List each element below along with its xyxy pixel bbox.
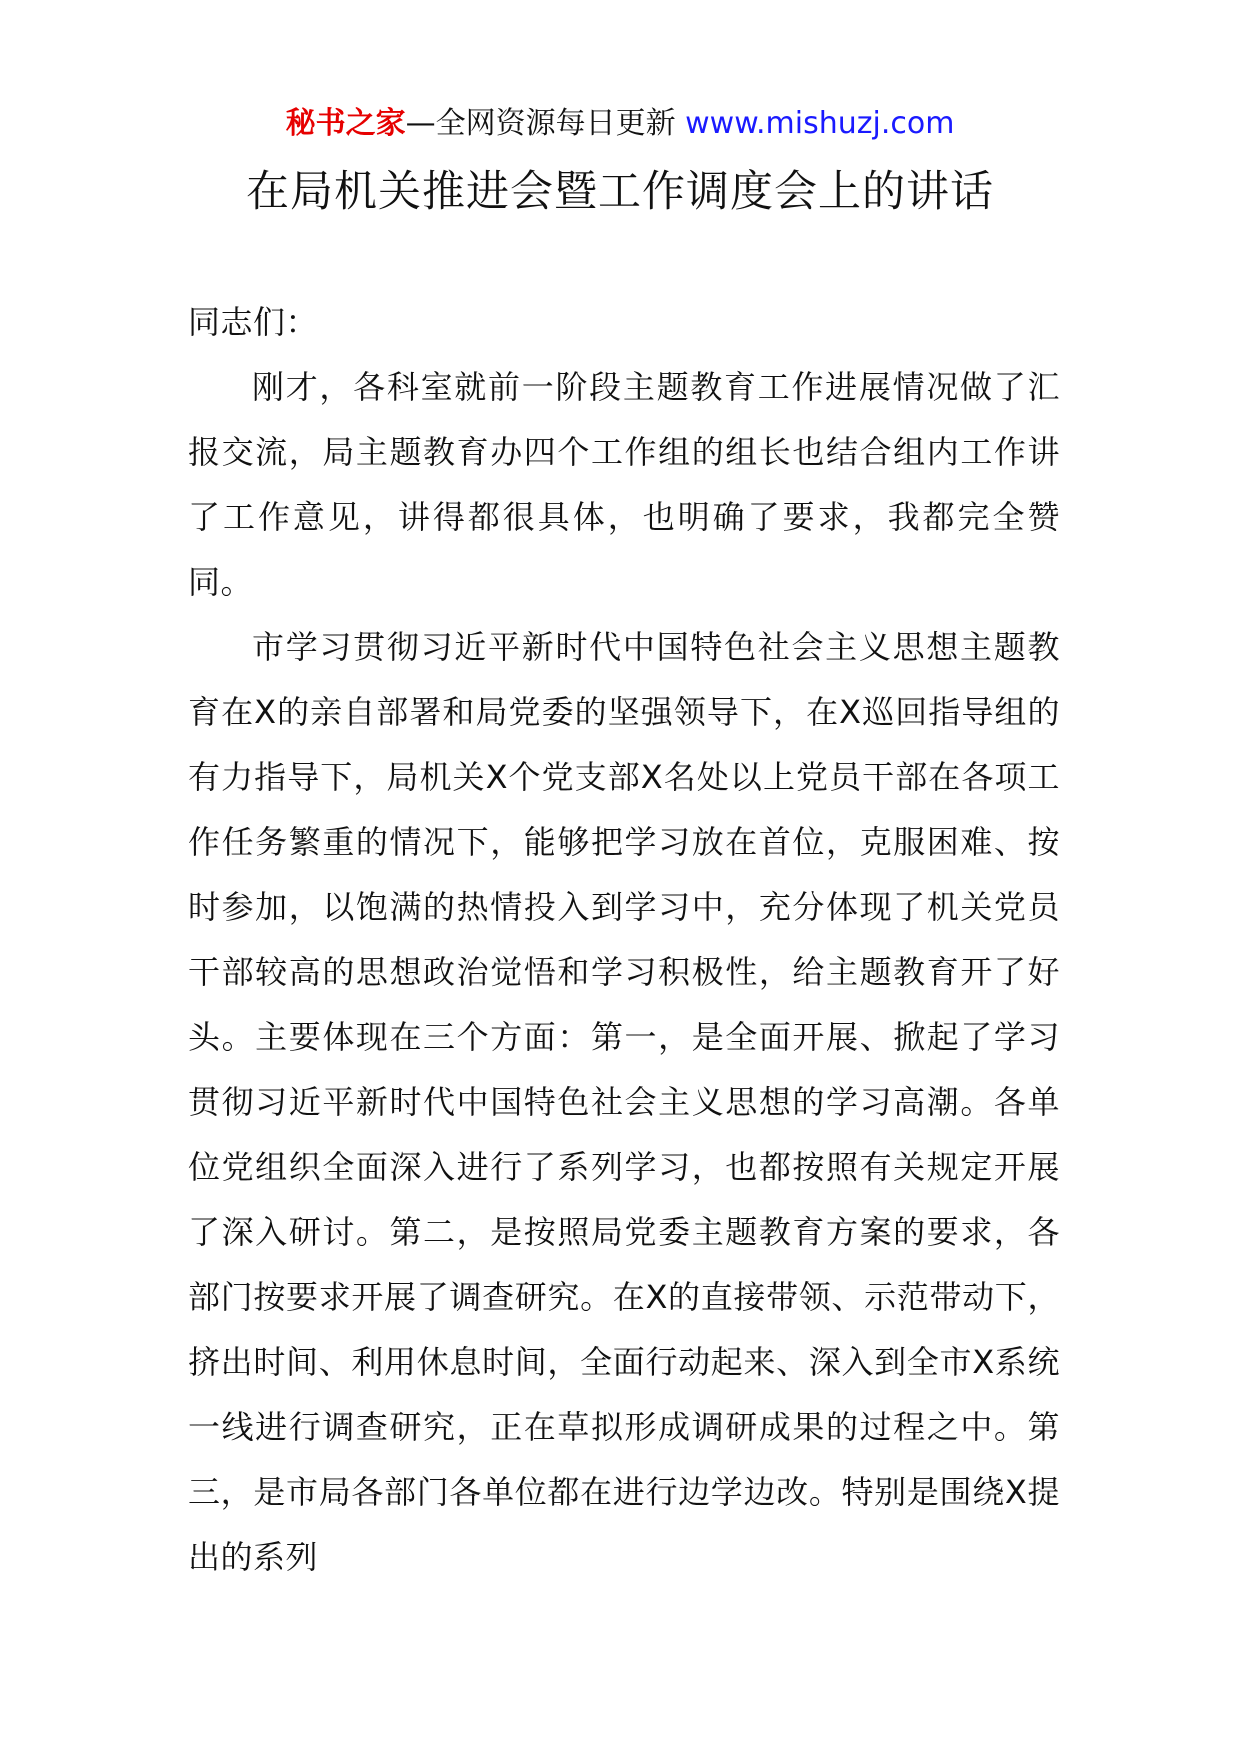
document-title: 在局机关推进会暨工作调度会上的讲话 — [246, 167, 994, 217]
body-paragraph-1: 刚才，各科室就前一阶段主题教育工作进展情况做了汇报交流，局主题教育办四个工作组的组长也结合组内工作讲了工作意见，讲得都很具体，也明确了要求，我都完全赞同。 — [188, 368, 1060, 601]
site-url-link[interactable]: www.mishuzj.com — [685, 106, 955, 141]
brand-name: 秘书之家 — [285, 106, 406, 141]
salutation: 同志们： — [188, 303, 319, 341]
document-body — [188, 290, 1060, 1590]
header-tagline: —全网资源每日更新 — [405, 106, 686, 141]
body-paragraph-2: 市学习贯彻习近平新时代中国特色社会主义思想主题教育在X的亲自部署和局党委的坚强领导下，在X巡回指导组的有力指导下，局机关X个党支部X名处以上党员干部在各项工作任务繁重的情况下，能够把学习放在首位，克服困难、按时参加，以饱满的热情投入到学习中，充分体现了机关党员干部较高的思想政治觉悟和学习积极性，给主题教育开了好头。主要体现在三个方面：第一，是全面开展、掀起了学习贯彻习近平新时代中国特色社会主义思想的学习高潮。各单位党组织全面深入进行了系列学习，也都按照有关规定开展了深入研讨。第二，是按照局党委主题教育方案的要求，各部门按要求开展了调查研究。在X的直接带领、示范带动下，挤出时间、利用休息时间，全面行动起来、深入到全市X系统一线进行调查研究，正在草拟形成调研成果的过程之中。第三，是市局各部门各单位都在进行边学边改。特别是围绕X提出的系列 — [188, 628, 1060, 1576]
site-header-banner — [0, 104, 1240, 144]
